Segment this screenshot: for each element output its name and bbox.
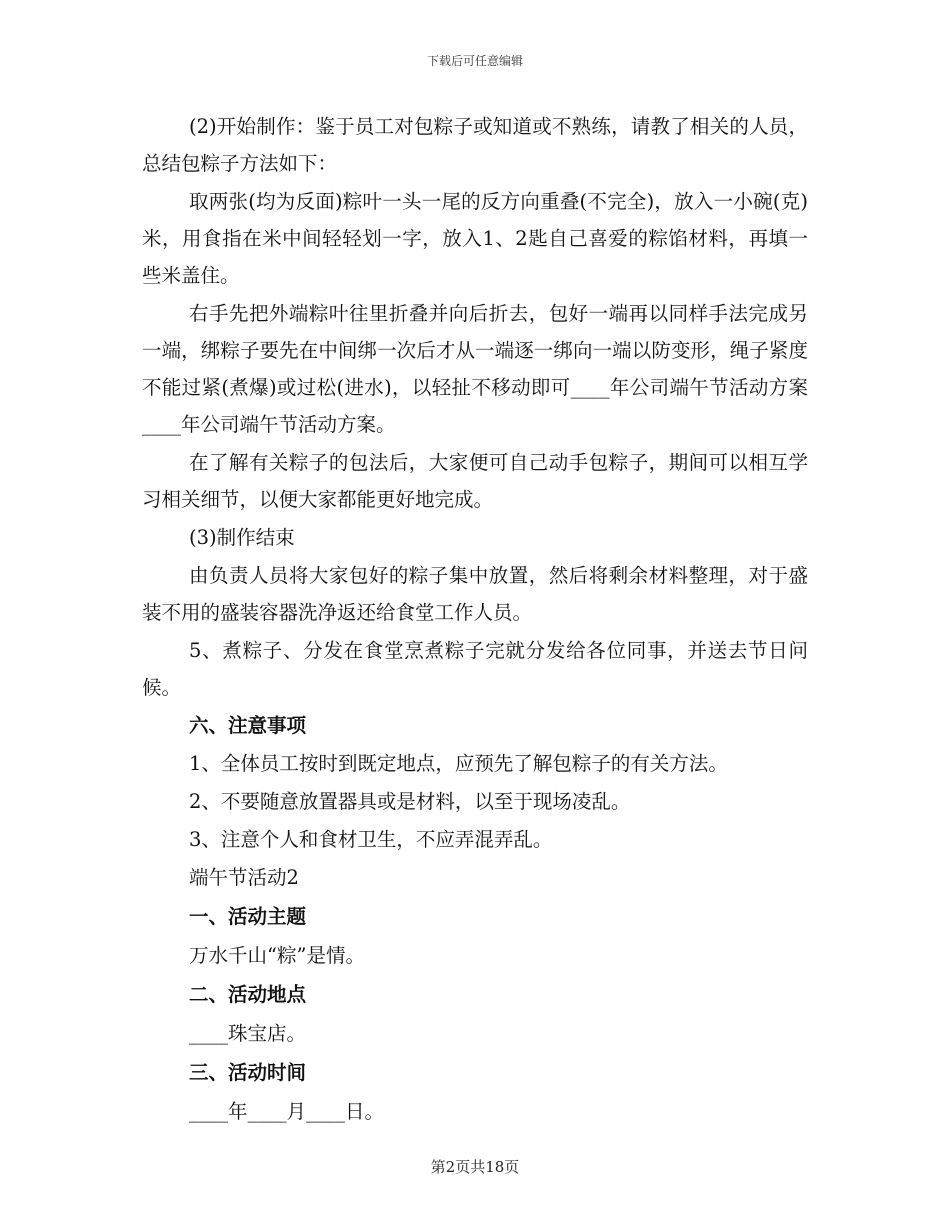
paragraph-leaf-method: 取两张(均为反面)粽叶一头一尾的反方向重叠(不完全)，放入一小碗(克)米，用食指在米中间轻轻划一字，放入1、2匙自己喜爱的粽馅材料，再填一些米盖住。 [142,190,808,287]
paragraph-location: ____珠宝店。 [189,1022,307,1045]
page-footer: 第2页共18页 [430,1158,520,1176]
paragraph-time: ____年____月____日。 [189,1100,385,1123]
list-item-note-3: 3、注意个人和食材卫生，不应弄混弄乱。 [189,828,553,851]
list-item-note-2: 2、不要随意放置器具或是材料，以至于现场凌乱。 [189,790,631,813]
list-item-note-1: 1、全体员工按时到既定地点，应预先了解包粽子的有关方法。 [189,752,728,775]
paragraph-folding-method: 右手先把外端粽叶往里折叠并向后折去，包好一端再以同样手法完成另一端，绑粽子要先在中间绑一次后才从一端逐一绑向一端以防变形，绳子紧度不能过紧(煮爆)或过松(进水)，以轻扯不移动即可____年公司端午节活动方案____年公司端午节活动方案。 [142,302,808,436]
paragraph-making-end: (3)制作结束 [189,526,295,549]
paragraph-self-practice: 在了解有关粽子的包法后，大家便可自己动手包粽子，期间可以相互学习相关细节，以便大家都能更好地完成。 [142,451,808,511]
section-heading-time: 三、活动时间 [189,1061,307,1084]
section-heading-notes: 六、注意事项 [189,714,307,737]
paragraph-cleanup: 由负责人员将大家包好的粽子集中放置，然后将剩余材料整理，对于盛装不用的盛装容器洗净返还给食堂工作人员。 [142,564,808,624]
section-heading-theme: 一、活动主题 [189,905,307,928]
paragraph-theme: 万水千山“粽”是情。 [189,944,365,967]
page-header: 下载后可任意编辑 [426,54,523,68]
activity-title: 端午节活动2 [189,866,299,889]
paragraph-making-start: (2)开始制作：鉴于员工对包粽子或知道或不熟练，请教了相关的人员，总结包粽子方法如下： [142,115,808,175]
document-body [142,108,808,1130]
paragraph-cook-distribute: 5、煮粽子、分发在食堂烹煮粽子完就分发给各位同事，并送去节日问候。 [142,639,808,699]
section-heading-location: 二、活动地点 [189,983,307,1006]
